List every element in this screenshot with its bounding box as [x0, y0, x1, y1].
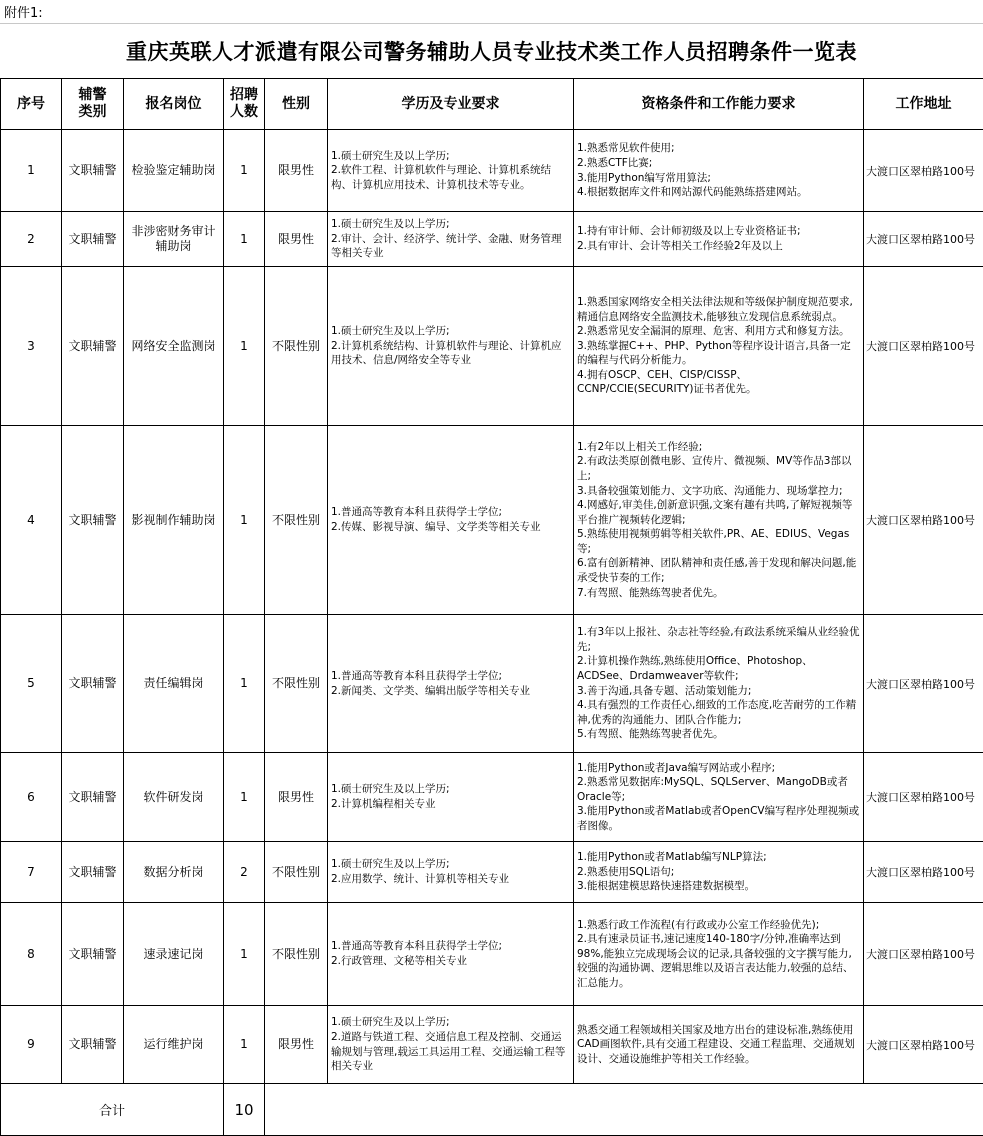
cell-count: 2 — [224, 842, 265, 903]
table-row — [1, 903, 983, 1006]
header-address: 工作地址 — [864, 79, 983, 130]
cell-education: 1.硕士研究生及以上学历; 2.审计、会计、经济学、统计学、金融、财务管理等相关专业 — [328, 212, 574, 267]
cell-seq: 4 — [1, 426, 62, 615]
cell-seq: 6 — [1, 753, 62, 842]
cell-seq: 1 — [1, 130, 62, 212]
cell-gender: 限男性 — [265, 130, 328, 212]
cell-qualification: 1.能用Python或者Matlab编写NLP算法; 2.熟悉使用SQL语句; 3.能根据建模思路快速搭建数据模型。 — [574, 842, 864, 903]
cell-seq: 7 — [1, 842, 62, 903]
cell-gender: 限男性 — [265, 1006, 328, 1084]
cell-count: 1 — [224, 1006, 265, 1084]
cell-address: 大渡口区翠柏路100号 — [864, 903, 983, 1006]
header-gender: 性别 — [265, 79, 328, 130]
header-position: 报名岗位 — [124, 79, 224, 130]
header-category: 辅警 类别 — [62, 79, 124, 130]
cell-education: 1.普通高等教育本科且获得学士学位; 2.行政管理、文秘等相关专业 — [328, 903, 574, 1006]
cell-position: 速录速记岗 — [124, 903, 224, 1006]
cell-address: 大渡口区翠柏路100号 — [864, 267, 983, 426]
cell-category: 文职辅警 — [62, 1006, 124, 1084]
cell-seq: 8 — [1, 903, 62, 1006]
cell-count: 1 — [224, 212, 265, 267]
cell-count: 1 — [224, 903, 265, 1006]
cell-qualification: 熟悉交通工程领域相关国家及地方出台的建设标准,熟练使用CAD画图软件,具有交通工程建设、交通工程监理、交通规划设计、交通设施维护等相关工作经验。 — [574, 1006, 864, 1084]
cell-seq: 3 — [1, 267, 62, 426]
cell-count: 1 — [224, 426, 265, 615]
cell-education: 1.硕士研究生及以上学历; 2.计算机编程相关专业 — [328, 753, 574, 842]
recruitment-table — [0, 78, 983, 1136]
cell-qualification: 1.有2年以上相关工作经验; 2.有政法类原创微电影、宣传片、微视频、MV等作品3部以上; 3.具备较强策划能力、文字功底、沟通能力、现场掌控力; 4.网感好,审美佳,创新意识强,文案有趣有共鸣,了解短视频等平台推广视频转化逻辑; 5.熟练使用视频剪辑等相关软件,PR、AE、EDIUS、Vegas等; 6.富有创新精神、团队精神和责任感,善于发现和解决问题,能承受快节奏的工作; 7.有驾照、能熟练驾驶者优先。 — [574, 426, 864, 615]
cell-education: 1.硕士研究生及以上学历; 2.应用数学、统计、计算机等相关专业 — [328, 842, 574, 903]
header-count: 招聘 人数 — [224, 79, 265, 130]
cell-address: 大渡口区翠柏路100号 — [864, 615, 983, 753]
cell-gender: 限男性 — [265, 753, 328, 842]
cell-education: 1.硕士研究生及以上学历; 2.道路与铁道工程、交通信息工程及控制、交通运输规划与管理,载运工具运用工程、交通运输工程等相关专业 — [328, 1006, 574, 1084]
table-row — [1, 426, 983, 615]
cell-education: 1.硕士研究生及以上学历; 2.软件工程、计算机软件与理论、计算机系统结构、计算机应用技术、计算机技术等专业。 — [328, 130, 574, 212]
cell-position: 网络安全监测岗 — [124, 267, 224, 426]
cell-seq: 2 — [1, 212, 62, 267]
cell-category: 文职辅警 — [62, 615, 124, 753]
cell-position: 非涉密财务审计辅助岗 — [124, 212, 224, 267]
header-qualification: 资格条件和工作能力要求 — [574, 79, 864, 130]
total-label: 合计 — [1, 1084, 224, 1136]
table-row — [1, 753, 983, 842]
cell-gender: 不限性别 — [265, 903, 328, 1006]
cell-count: 1 — [224, 615, 265, 753]
cell-position: 影视制作辅助岗 — [124, 426, 224, 615]
cell-category: 文职辅警 — [62, 426, 124, 615]
cell-count: 1 — [224, 267, 265, 426]
cell-gender: 不限性别 — [265, 426, 328, 615]
cell-gender: 限男性 — [265, 212, 328, 267]
cell-address: 大渡口区翠柏路100号 — [864, 753, 983, 842]
cell-education: 1.硕士研究生及以上学历; 2.计算机系统结构、计算机软件与理论、计算机应用技术、信息/网络安全等专业 — [328, 267, 574, 426]
cell-gender: 不限性别 — [265, 615, 328, 753]
total-row — [1, 1084, 983, 1136]
cell-position: 数据分析岗 — [124, 842, 224, 903]
cell-education: 1.普通高等教育本科且获得学士学位; 2.传媒、影视导演、编导、文学类等相关专业 — [328, 426, 574, 615]
cell-category: 文职辅警 — [62, 842, 124, 903]
table-row — [1, 615, 983, 753]
cell-category: 文职辅警 — [62, 903, 124, 1006]
cell-qualification: 1.持有审计师、会计师初级及以上专业资格证书; 2.具有审计、会计等相关工作经验2年及以上 — [574, 212, 864, 267]
cell-category: 文职辅警 — [62, 267, 124, 426]
cell-address: 大渡口区翠柏路100号 — [864, 842, 983, 903]
cell-qualification: 1.熟悉常见软件使用; 2.熟悉CTF比赛; 3.能用Python编写常用算法; 4.根据数据库文件和网站源代码能熟练搭建网站。 — [574, 130, 864, 212]
table-row — [1, 1006, 983, 1084]
attachment-label: 附件1: — [0, 0, 983, 24]
total-empty-cell — [265, 1084, 983, 1136]
cell-address: 大渡口区翠柏路100号 — [864, 426, 983, 615]
cell-category: 文职辅警 — [62, 753, 124, 842]
header-seq: 序号 — [1, 79, 62, 130]
cell-position: 检验鉴定辅助岗 — [124, 130, 224, 212]
table-header-row — [1, 79, 983, 130]
cell-position: 运行维护岗 — [124, 1006, 224, 1084]
cell-address: 大渡口区翠柏路100号 — [864, 130, 983, 212]
header-education: 学历及专业要求 — [328, 79, 574, 130]
table-row — [1, 842, 983, 903]
cell-address: 大渡口区翠柏路100号 — [864, 1006, 983, 1084]
cell-count: 1 — [224, 753, 265, 842]
cell-seq: 9 — [1, 1006, 62, 1084]
cell-address: 大渡口区翠柏路100号 — [864, 212, 983, 267]
cell-count: 1 — [224, 130, 265, 212]
table-row — [1, 212, 983, 267]
cell-qualification: 1.能用Python或者Java编写网站或小程序; 2.熟悉常见数据库:MySQL、SQLServer、MangoDB或者Oracle等; 3.能用Python或者Matlab或者OpenCV编写程序处理视频或者图像。 — [574, 753, 864, 842]
cell-qualification: 1.有3年以上报社、杂志社等经验,有政法系统采编从业经验优先; 2.计算机操作熟练,熟练使用Office、Photoshop、ACDSee、Drdamweaver等软件; 3.善于沟通,具备专题、活动策划能力; 4.具有强烈的工作责任心,细致的工作态度,吃苦耐劳的工作精神,优秀的沟通能力、团队合作能力; 5.有驾照、能熟练驾驶者优先。 — [574, 615, 864, 753]
table-row — [1, 267, 983, 426]
cell-position: 责任编辑岗 — [124, 615, 224, 753]
cell-seq: 5 — [1, 615, 62, 753]
cell-position: 软件研发岗 — [124, 753, 224, 842]
cell-education: 1.普通高等教育本科且获得学士学位; 2.新闻类、文学类、编辑出版学等相关专业 — [328, 615, 574, 753]
page-title: 重庆英联人才派遣有限公司警务辅助人员专业技术类工作人员招聘条件一览表 — [0, 24, 983, 78]
table-row — [1, 130, 983, 212]
cell-category: 文职辅警 — [62, 130, 124, 212]
cell-gender: 不限性别 — [265, 267, 328, 426]
cell-gender: 不限性别 — [265, 842, 328, 903]
cell-qualification: 1.熟悉国家网络安全相关法律法规和等级保护制度规范要求,精通信息网络安全监测技术,能够独立发现信息系统弱点。 2.熟悉常见安全漏洞的原理、危害、利用方式和修复方法。 3.熟练掌握C++、PHP、Python等程序设计语言,具备一定的编程与代码分析能力。 4.拥有OSCP、CEH、CISP/CISSP、CCNP/CCIE(SECURITY)证书者优先。 — [574, 267, 864, 426]
cell-category: 文职辅警 — [62, 212, 124, 267]
total-value: 10 — [224, 1084, 265, 1136]
cell-qualification: 1.熟悉行政工作流程(有行政或办公室工作经验优先); 2.具有速录员证书,速记速度140-180字/分钟,准确率达到98%,能独立完成现场会议的记录,具备较强的文字撰写能力,较强的沟通协调、逻辑思维以及语言表达能力,较强的总结、汇总能力。 — [574, 903, 864, 1006]
